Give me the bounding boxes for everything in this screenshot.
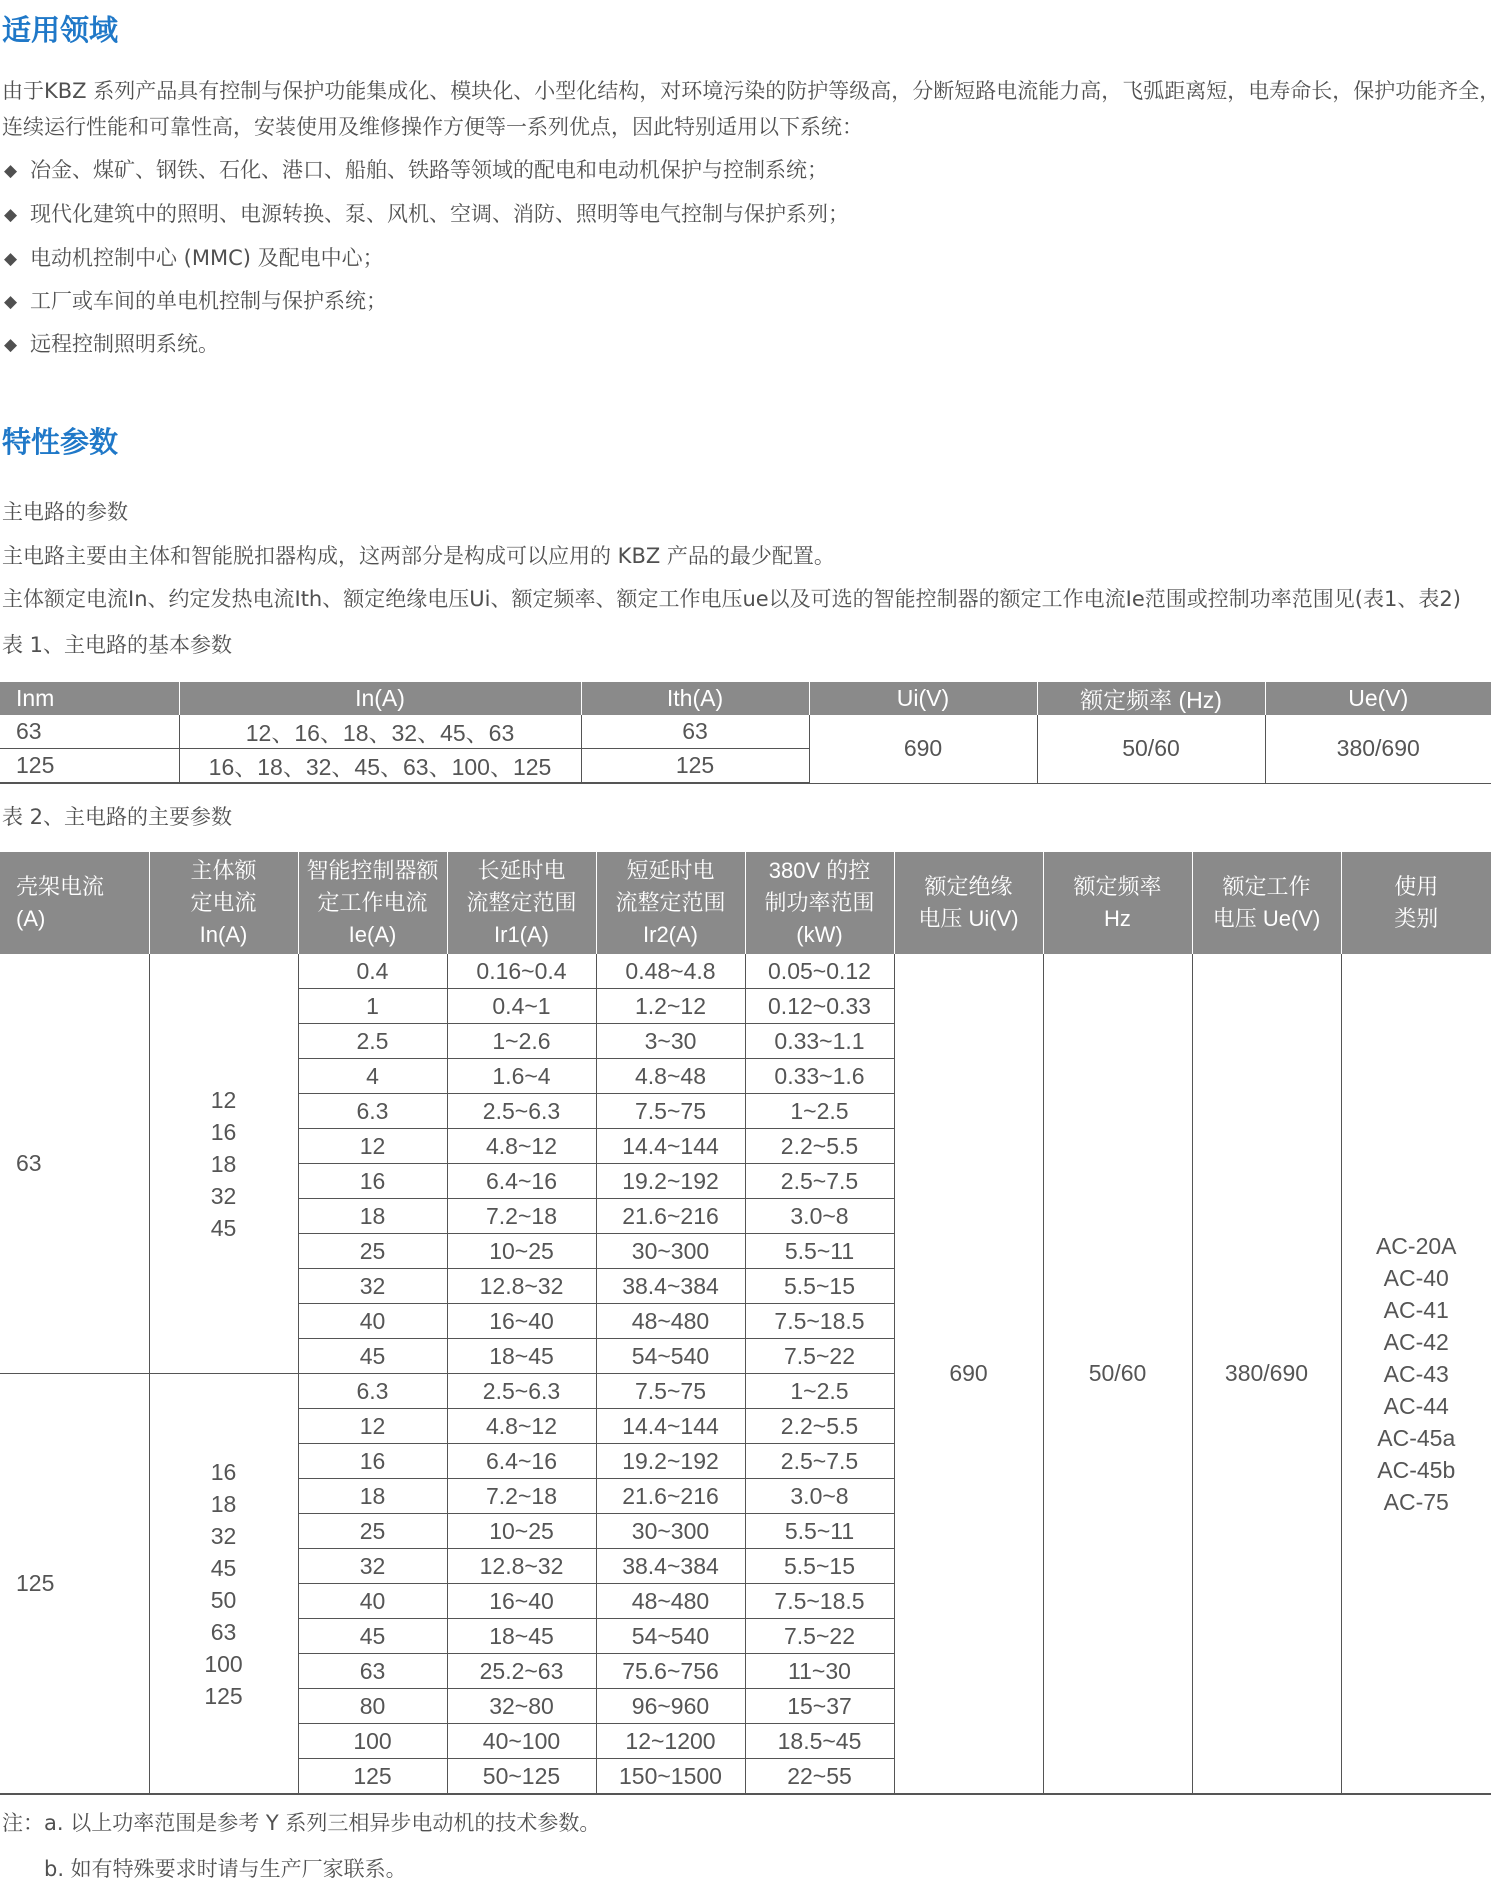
column-header: Inm	[0, 682, 179, 715]
cell-ir1: 18~45	[447, 1339, 596, 1374]
paragraph-main-circuit: 主电路的参数	[2, 500, 128, 524]
table-basic-parameters	[0, 682, 1491, 784]
list-value: AC-43	[1383, 1360, 1449, 1387]
cell-power: 2.5~7.5	[745, 1444, 894, 1479]
cell-ie: 18	[298, 1199, 447, 1234]
cell-power: 7.5~18.5	[745, 1304, 894, 1339]
cell-ir2: 48~480	[596, 1304, 745, 1339]
diamond-bullet-icon: ◆	[4, 161, 18, 181]
cell-ir1: 10~25	[447, 1514, 596, 1549]
cell-utilization-category	[1341, 954, 1491, 1794]
cell-power: 7.5~22	[745, 1619, 894, 1654]
cell-ir1: 32~80	[447, 1689, 596, 1724]
bullet-text: 电动机控制中心 (MMC) 及配电中心；	[30, 246, 384, 270]
cell-ie: 32	[298, 1269, 447, 1304]
paragraph-configuration: 主电路主要由主体和智能脱扣器构成，这两部分是构成可以应用的 KBZ 产品的最少配置。	[2, 544, 835, 568]
bullet-item	[4, 331, 219, 358]
list-value: AC-45a	[1377, 1424, 1456, 1451]
column-header: 额定频率 Hz	[1043, 852, 1192, 954]
cell-ir1: 25.2~63	[447, 1654, 596, 1689]
list-value: AC-75	[1383, 1488, 1449, 1515]
list-value: 16	[210, 1118, 237, 1145]
cell-power: 3.0~8	[745, 1199, 894, 1234]
cell-ie: 1	[298, 989, 447, 1024]
list-value: 16	[210, 1458, 237, 1485]
column-header: 长延时电 流整定范围 Ir1(A)	[447, 852, 596, 954]
cell-ie: 125	[298, 1759, 447, 1795]
cell-ie: 63	[298, 1654, 447, 1689]
table-row	[0, 954, 1491, 989]
cell-power: 7.5~22	[745, 1339, 894, 1374]
table-body	[0, 954, 1491, 1794]
cell-ir2: 1.2~12	[596, 989, 745, 1024]
cell-main-current	[149, 1374, 298, 1795]
cell-ui: 690	[809, 715, 1037, 783]
cell-ir2: 38.4~384	[596, 1549, 745, 1584]
cell-ir1: 1~2.6	[447, 1024, 596, 1059]
cell-inm: 125	[0, 749, 179, 784]
cell-ie: 25	[298, 1514, 447, 1549]
cell-ir2: 7.5~75	[596, 1094, 745, 1129]
cell-in: 16、18、32、45、63、100、125	[179, 749, 581, 784]
column-header: 380V 的控 制功率范围 (kW)	[745, 852, 894, 954]
cell-ir2: 75.6~756	[596, 1654, 745, 1689]
cell-ith: 63	[581, 715, 809, 749]
list-value: 18	[210, 1490, 237, 1517]
cell-ir2: 30~300	[596, 1234, 745, 1269]
bullet-item	[4, 157, 828, 184]
cell-power: 15~37	[745, 1689, 894, 1724]
cell-ie: 100	[298, 1724, 447, 1759]
diamond-bullet-icon: ◆	[4, 292, 18, 312]
cell-ie: 6.3	[298, 1374, 447, 1409]
cell-in: 12、16、18、32、45、63	[179, 715, 581, 749]
list-value: 100	[204, 1650, 243, 1677]
cell-ir1: 2.5~6.3	[447, 1094, 596, 1129]
cell-ui: 690	[894, 954, 1043, 1794]
cell-ir1: 50~125	[447, 1759, 596, 1795]
column-header: 智能控制器额 定工作电流 Ie(A)	[298, 852, 447, 954]
cell-ir1: 0.4~1	[447, 989, 596, 1024]
cell-ir2: 96~960	[596, 1689, 745, 1724]
table-main-parameters	[0, 852, 1491, 1795]
note-a: 注：a. 以上功率范围是参考 Y 系列三相异步电动机的技术参数。	[2, 1811, 601, 1835]
cell-ie: 25	[298, 1234, 447, 1269]
list-value: AC-42	[1383, 1328, 1449, 1355]
column-header: 使用 类别	[1341, 852, 1491, 954]
cell-ie: 45	[298, 1339, 447, 1374]
cell-ie: 80	[298, 1689, 447, 1724]
column-header: In(A)	[179, 682, 581, 715]
cell-ue: 380/690	[1265, 715, 1491, 783]
cell-power: 7.5~18.5	[745, 1584, 894, 1619]
cell-ir2: 14.4~144	[596, 1129, 745, 1164]
cell-ir2: 54~540	[596, 1619, 745, 1654]
bullet-item	[4, 288, 387, 315]
cell-power: 5.5~15	[745, 1269, 894, 1304]
cell-power: 22~55	[745, 1759, 894, 1795]
bullet-text: 冶金、煤矿、钢铁、石化、港口、船舶、铁路等领域的配电和电动机保护与控制系统；	[30, 158, 828, 182]
column-header: 壳架电流 (A)	[0, 852, 149, 954]
diamond-bullet-icon: ◆	[4, 249, 18, 269]
cell-ir1: 7.2~18	[447, 1199, 596, 1234]
cell-ir1: 40~100	[447, 1724, 596, 1759]
table-row	[0, 715, 1491, 749]
list-value: AC-41	[1383, 1296, 1449, 1323]
list-value: AC-40	[1383, 1264, 1449, 1291]
cell-power: 0.33~1.1	[745, 1024, 894, 1059]
table-header-row	[0, 852, 1491, 954]
table1-caption: 表 1、主电路的基本参数	[2, 633, 233, 657]
cell-power: 5.5~15	[745, 1549, 894, 1584]
cell-ie: 32	[298, 1549, 447, 1584]
cell-ir1: 4.8~12	[447, 1129, 596, 1164]
list-value: 50	[210, 1586, 237, 1613]
cell-ie: 4	[298, 1059, 447, 1094]
cell-power: 0.33~1.6	[745, 1059, 894, 1094]
cell-power: 2.5~7.5	[745, 1164, 894, 1199]
paragraph-ratings: 主体额定电流In、约定发热电流Ith、额定绝缘电压Ui、额定频率、额定工作电压ue以及可选的智能控制器的额定工作电流Ie范围或控制功率范围见(表1、表2)	[2, 587, 1461, 611]
column-header: 额定频率 (Hz)	[1037, 682, 1265, 715]
note-b: b. 如有特殊要求时请与生产厂家联系。	[44, 1857, 407, 1881]
intro-line-1: 由于KBZ 系列产品具有控制与保护功能集成化、模块化、小型化结构，对环境污染的防护等级高，分断短路电流能力高，飞弧距离短，电寿命长，保护功能齐全，	[2, 79, 1500, 103]
cell-ith: 125	[581, 749, 809, 784]
cell-ie: 12	[298, 1129, 447, 1164]
column-header: 短延时电 流整定范围 Ir2(A)	[596, 852, 745, 954]
cell-ir2: 19.2~192	[596, 1164, 745, 1199]
cell-ir1: 6.4~16	[447, 1444, 596, 1479]
bullet-item	[4, 201, 849, 228]
cell-inm: 63	[0, 715, 179, 749]
column-header: Ue(V)	[1265, 682, 1491, 715]
cell-ie: 0.4	[298, 954, 447, 989]
table2-caption: 表 2、主电路的主要参数	[2, 805, 233, 829]
cell-ir1: 2.5~6.3	[447, 1374, 596, 1409]
cell-ir2: 54~540	[596, 1339, 745, 1374]
cell-ie: 45	[298, 1619, 447, 1654]
cell-frame-current: 63	[0, 954, 149, 1374]
cell-power: 1~2.5	[745, 1374, 894, 1409]
cell-ir2: 30~300	[596, 1514, 745, 1549]
cell-ir2: 12~1200	[596, 1724, 745, 1759]
list-value: AC-44	[1383, 1392, 1449, 1419]
list-value: 63	[210, 1618, 237, 1645]
cell-ir2: 4.8~48	[596, 1059, 745, 1094]
intro-line-2: 连续运行性能和可靠性高，安装使用及维修操作方便等一系列优点，因此特别适用以下系统：	[2, 115, 863, 139]
bullet-text: 工厂或车间的单电机控制与保护系统；	[30, 289, 387, 313]
cell-ie: 6.3	[298, 1094, 447, 1129]
list-value: 45	[210, 1554, 237, 1581]
cell-ir2: 38.4~384	[596, 1269, 745, 1304]
list-value: 12	[210, 1086, 237, 1113]
cell-power: 0.05~0.12	[745, 954, 894, 989]
cell-ie: 40	[298, 1584, 447, 1619]
cell-ir1: 4.8~12	[447, 1409, 596, 1444]
cell-freq: 50/60	[1043, 954, 1192, 1794]
bullet-text: 现代化建筑中的照明、电源转换、泵、风机、空调、消防、照明等电气控制与保护系列；	[30, 202, 849, 226]
cell-ir1: 0.16~0.4	[447, 954, 596, 989]
cell-ie: 40	[298, 1304, 447, 1339]
cell-power: 11~30	[745, 1654, 894, 1689]
cell-ir2: 3~30	[596, 1024, 745, 1059]
cell-ir2: 48~480	[596, 1584, 745, 1619]
cell-power: 18.5~45	[745, 1724, 894, 1759]
cell-ir2: 19.2~192	[596, 1444, 745, 1479]
section-title-parameters: 特性参数	[2, 425, 119, 459]
cell-ir2: 21.6~216	[596, 1199, 745, 1234]
cell-ir1: 6.4~16	[447, 1164, 596, 1199]
cell-power: 1~2.5	[745, 1094, 894, 1129]
column-header: 额定工作 电压 Ue(V)	[1192, 852, 1341, 954]
cell-power: 5.5~11	[745, 1514, 894, 1549]
cell-ir2: 0.48~4.8	[596, 954, 745, 989]
column-header: 主体额 定电流 In(A)	[149, 852, 298, 954]
cell-ie: 2.5	[298, 1024, 447, 1059]
column-header: Ui(V)	[809, 682, 1037, 715]
bullet-item	[4, 245, 384, 272]
cell-ir2: 21.6~216	[596, 1479, 745, 1514]
cell-ir1: 1.6~4	[447, 1059, 596, 1094]
column-header: 额定绝缘 电压 Ui(V)	[894, 852, 1043, 954]
list-value: 32	[210, 1522, 237, 1549]
list-value: AC-20A	[1375, 1232, 1457, 1259]
cell-ir1: 12.8~32	[447, 1549, 596, 1584]
cell-frame-current: 125	[0, 1374, 149, 1795]
list-value: 18	[210, 1150, 237, 1177]
cell-ir1: 16~40	[447, 1304, 596, 1339]
diamond-bullet-icon: ◆	[4, 205, 18, 225]
cell-ir1: 16~40	[447, 1584, 596, 1619]
cell-ir1: 18~45	[447, 1619, 596, 1654]
cell-ie: 18	[298, 1479, 447, 1514]
cell-main-current	[149, 954, 298, 1374]
cell-ie: 16	[298, 1444, 447, 1479]
cell-power: 0.12~0.33	[745, 989, 894, 1024]
list-value: 32	[210, 1182, 237, 1209]
cell-ir2: 7.5~75	[596, 1374, 745, 1409]
cell-frequency: 50/60	[1037, 715, 1265, 783]
cell-ie: 16	[298, 1164, 447, 1199]
cell-ir2: 150~1500	[596, 1759, 745, 1795]
cell-power: 3.0~8	[745, 1479, 894, 1514]
diamond-bullet-icon: ◆	[4, 335, 18, 355]
list-value: 125	[204, 1682, 243, 1709]
cell-power: 2.2~5.5	[745, 1129, 894, 1164]
cell-power: 2.2~5.5	[745, 1409, 894, 1444]
cell-ir1: 12.8~32	[447, 1269, 596, 1304]
section-title-applications: 适用领域	[2, 13, 119, 47]
cell-ue: 380/690	[1192, 954, 1341, 1794]
bullet-text: 远程控制照明系统。	[30, 332, 219, 356]
cell-ir1: 10~25	[447, 1234, 596, 1269]
table-header-row	[0, 682, 1491, 715]
cell-ir1: 7.2~18	[447, 1479, 596, 1514]
cell-power: 5.5~11	[745, 1234, 894, 1269]
list-value: AC-45b	[1377, 1456, 1456, 1483]
cell-ie: 12	[298, 1409, 447, 1444]
column-header: Ith(A)	[581, 682, 809, 715]
list-value: 45	[210, 1214, 237, 1241]
cell-ir2: 14.4~144	[596, 1409, 745, 1444]
